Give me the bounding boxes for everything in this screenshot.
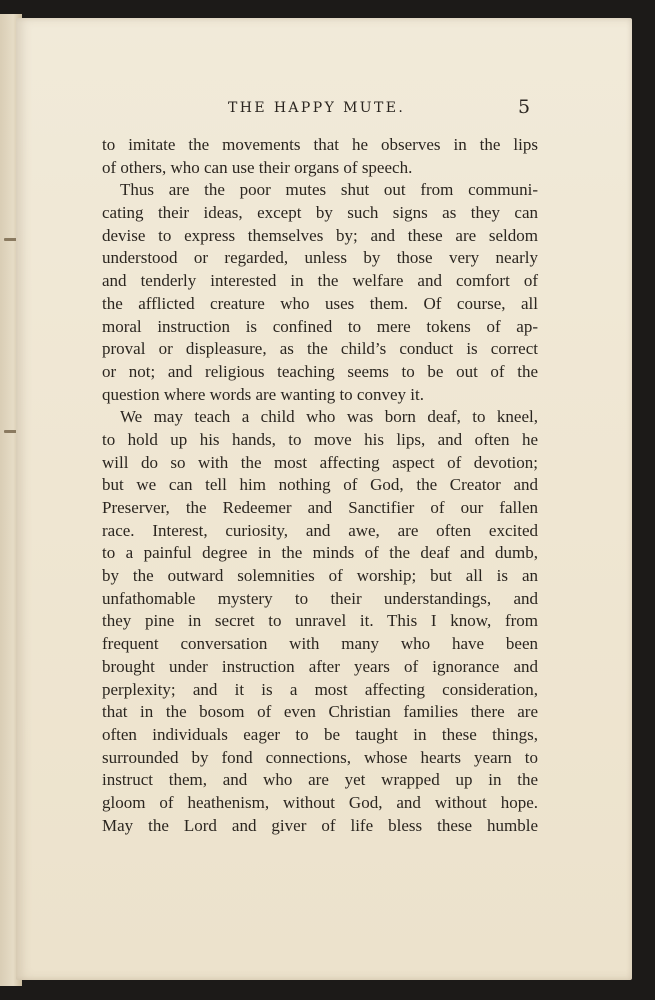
text-line: cating their ideas, except by such signs as they can — [102, 203, 538, 223]
text-line: to a painful degree in the minds of the deaf and dumb, — [102, 543, 538, 563]
text-line: frequent conversation with many who have been — [102, 634, 538, 654]
text-line: devise to express themselves by; and these are seldom — [102, 225, 538, 245]
body-text — [102, 134, 538, 837]
running-title: THE HAPPY MUTE. — [228, 100, 406, 116]
text-line: that in the bosom of even Christian families there are — [102, 702, 538, 722]
text-line: race. Interest, curiosity, and awe, are often excited — [102, 520, 538, 540]
text-line: Preserver, the Redeemer and Sanctifier of our fallen — [102, 498, 538, 517]
text-line: but we can tell him nothing of God, the Creator and — [102, 475, 538, 495]
text-line: will do so with the most affecting aspect of devotion; — [102, 452, 538, 472]
running-head — [16, 98, 632, 122]
text-line: May the Lord and giver of life bless these humble — [102, 815, 538, 835]
text-line: instruct them, and who are yet wrapped up in the — [102, 770, 538, 790]
text-line: by the outward solemnities of worship; but all is an — [102, 566, 538, 586]
text-line: perplexity; and it is a most affecting consideration, — [102, 679, 538, 699]
text-line: unfathomable mystery to their understandings, and — [102, 588, 538, 608]
text-line: or not; and religious teaching seems to be out of the — [102, 361, 538, 381]
text-line: Thus are the poor mutes shut out from communi- — [120, 180, 538, 200]
text-line: the afflicted creature who uses them. Of course, all — [102, 293, 538, 313]
page-number: 5 — [518, 96, 531, 118]
text-line: We may teach a child who was born deaf, to kneel, — [120, 407, 538, 427]
text-line: and tenderly interested in the welfare and comfort of — [102, 271, 538, 291]
text-line: question where words are wanting to convey it. — [102, 384, 424, 404]
book-page — [16, 18, 632, 980]
text-line: understood or regarded, unless by those very nearly — [102, 248, 538, 268]
text-line: of others, who can use their organs of speech. — [102, 157, 413, 177]
text-line: surrounded by fond connections, whose hearts yearn to — [102, 747, 538, 767]
text-line: to imitate the movements that he observes in the lips — [102, 135, 538, 154]
text-line: proval or displeasure, as the child’s conduct is correct — [102, 339, 538, 359]
text-line: brought under instruction after years of ignorance and — [102, 656, 538, 676]
text-line: they pine in secret to unravel it. This I know, from — [102, 611, 538, 631]
text-line: gloom of heathenism, without God, and without hope. — [102, 792, 538, 812]
text-line: to hold up his hands, to move his lips, and often he — [102, 429, 538, 449]
text-line: moral instruction is confined to mere tokens of ap- — [102, 316, 538, 336]
text-line: often individuals eager to be taught in these things, — [102, 724, 538, 744]
